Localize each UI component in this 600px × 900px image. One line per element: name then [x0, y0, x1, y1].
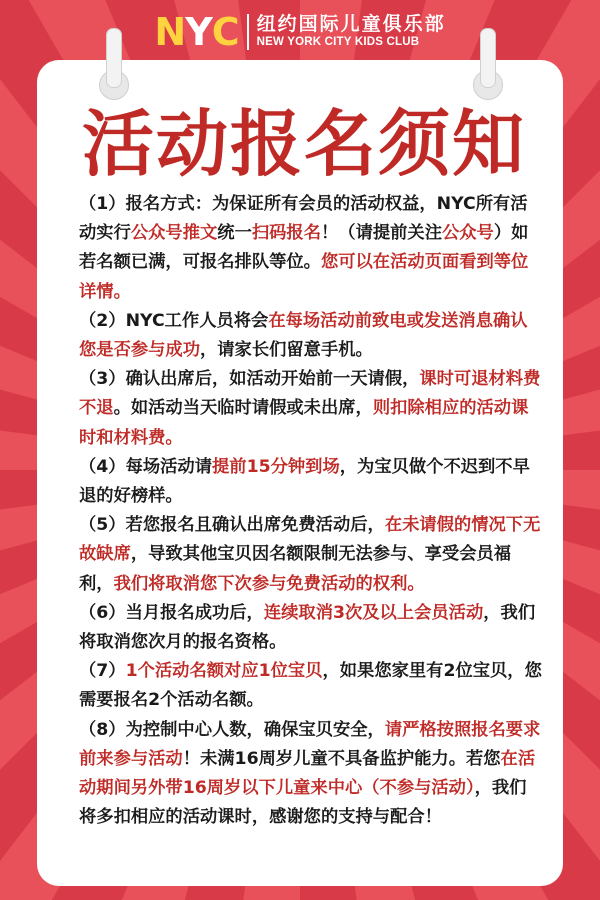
rule-highlight-text: 在活动期间另外带16周岁以下儿童来中心（不参与活动）	[79, 748, 536, 799]
rule-text: （7）	[79, 661, 126, 682]
rule-text: ，请家长们留意手机。	[199, 340, 373, 361]
club-name	[257, 15, 446, 49]
rule-highlight-text: 在未请假的情况下无故缺席	[79, 515, 541, 565]
rule-highlight-text: 您可以在活动页面看到等位详情。	[79, 252, 529, 302]
rule-item-8	[65, 716, 543, 833]
logo-letter-c: C	[211, 10, 239, 54]
rule-text: （8）为控制中心人数，确保宝贝安全，	[79, 719, 385, 740]
rule-highlight-text: 1个活动名额对应1位宝贝	[125, 661, 323, 682]
rule-text: （4）每场活动请	[79, 456, 212, 477]
rule-highlight-text: 我们将取消您下次参与免费活动的权利。	[113, 573, 425, 594]
club-name-cn: 纽约国际儿童俱乐部	[256, 13, 446, 36]
rule-text: ，我们将取消您次月的报名资格。	[79, 602, 536, 653]
rule-item-6	[65, 599, 543, 657]
logo-divider	[247, 14, 249, 50]
page-title: 活动报名须知	[81, 102, 526, 186]
logo-letter-y: Y	[185, 10, 212, 54]
rule-item-2	[65, 307, 543, 365]
rules-list	[65, 190, 543, 832]
rule-text: ，如果您家里有2位宝贝，您需要报名2个活动名额。	[79, 661, 542, 711]
rule-item-5	[65, 511, 543, 599]
rule-text: （6）当月报名成功后，	[79, 602, 264, 623]
rule-text: ！（请提前关注	[321, 223, 442, 244]
binder-ring-right	[480, 28, 496, 88]
binder-ring-left	[106, 28, 122, 88]
rule-highlight-text: 请严格按照报名要求前来参与活动	[79, 719, 541, 769]
club-name-en: NEW YORK CITY KIDS CLUB	[256, 36, 420, 49]
logo-letter-n: N	[154, 10, 186, 54]
rule-text: ，导致其他宝贝因名额限制无法参与、享受会员福利，	[79, 544, 512, 594]
rule-item-7	[65, 657, 543, 715]
notice-card	[37, 60, 563, 886]
rule-highlight-text: 提前15分钟到场	[212, 456, 340, 477]
rule-text: ，为宝贝做个不迟到不早退的好榜样。	[79, 456, 530, 507]
rule-highlight-text: 公众号	[441, 223, 494, 244]
rule-text: 统一	[217, 223, 252, 244]
rule-text: （1）报名方式：为保证所有会员的活动权益，NYC所有活动实行	[79, 194, 528, 244]
rule-highlight-text: 课时可退材料费不退	[79, 369, 541, 419]
rule-highlight-text: 则扣除相应的活动课时和材料费。	[79, 398, 529, 448]
rule-highlight-text: 在每场活动前致电或发送消息确认您是否参与成功	[79, 310, 528, 361]
rule-text: ，我们将多扣相应的活动课时，感谢您的支持与配合！	[79, 778, 527, 828]
club-header	[0, 8, 600, 56]
rule-text: （5）若您报名且确认出席免费活动后，	[79, 515, 385, 536]
rule-highlight-text: 公众号推文	[130, 223, 218, 244]
rule-text: （2）NYC工作人员将会	[79, 310, 269, 331]
nyc-logo	[154, 10, 239, 54]
rule-highlight-text: 连续取消3次及以上会员活动	[263, 602, 484, 623]
rule-text: 。如活动当天临时请假或未出席，	[113, 398, 373, 419]
rule-item-4	[65, 453, 543, 511]
rule-text: ）如若名额已满，可报名排队等位。	[79, 223, 529, 273]
rule-item-1	[65, 190, 543, 307]
rule-text: ！未满16周岁儿童不具备监护能力。若您	[182, 748, 501, 769]
rule-item-3	[65, 365, 543, 453]
rule-text: （3）确认出席后，如活动开始前一天请假，	[79, 369, 420, 390]
rule-highlight-text: 扫码报名	[251, 223, 321, 244]
